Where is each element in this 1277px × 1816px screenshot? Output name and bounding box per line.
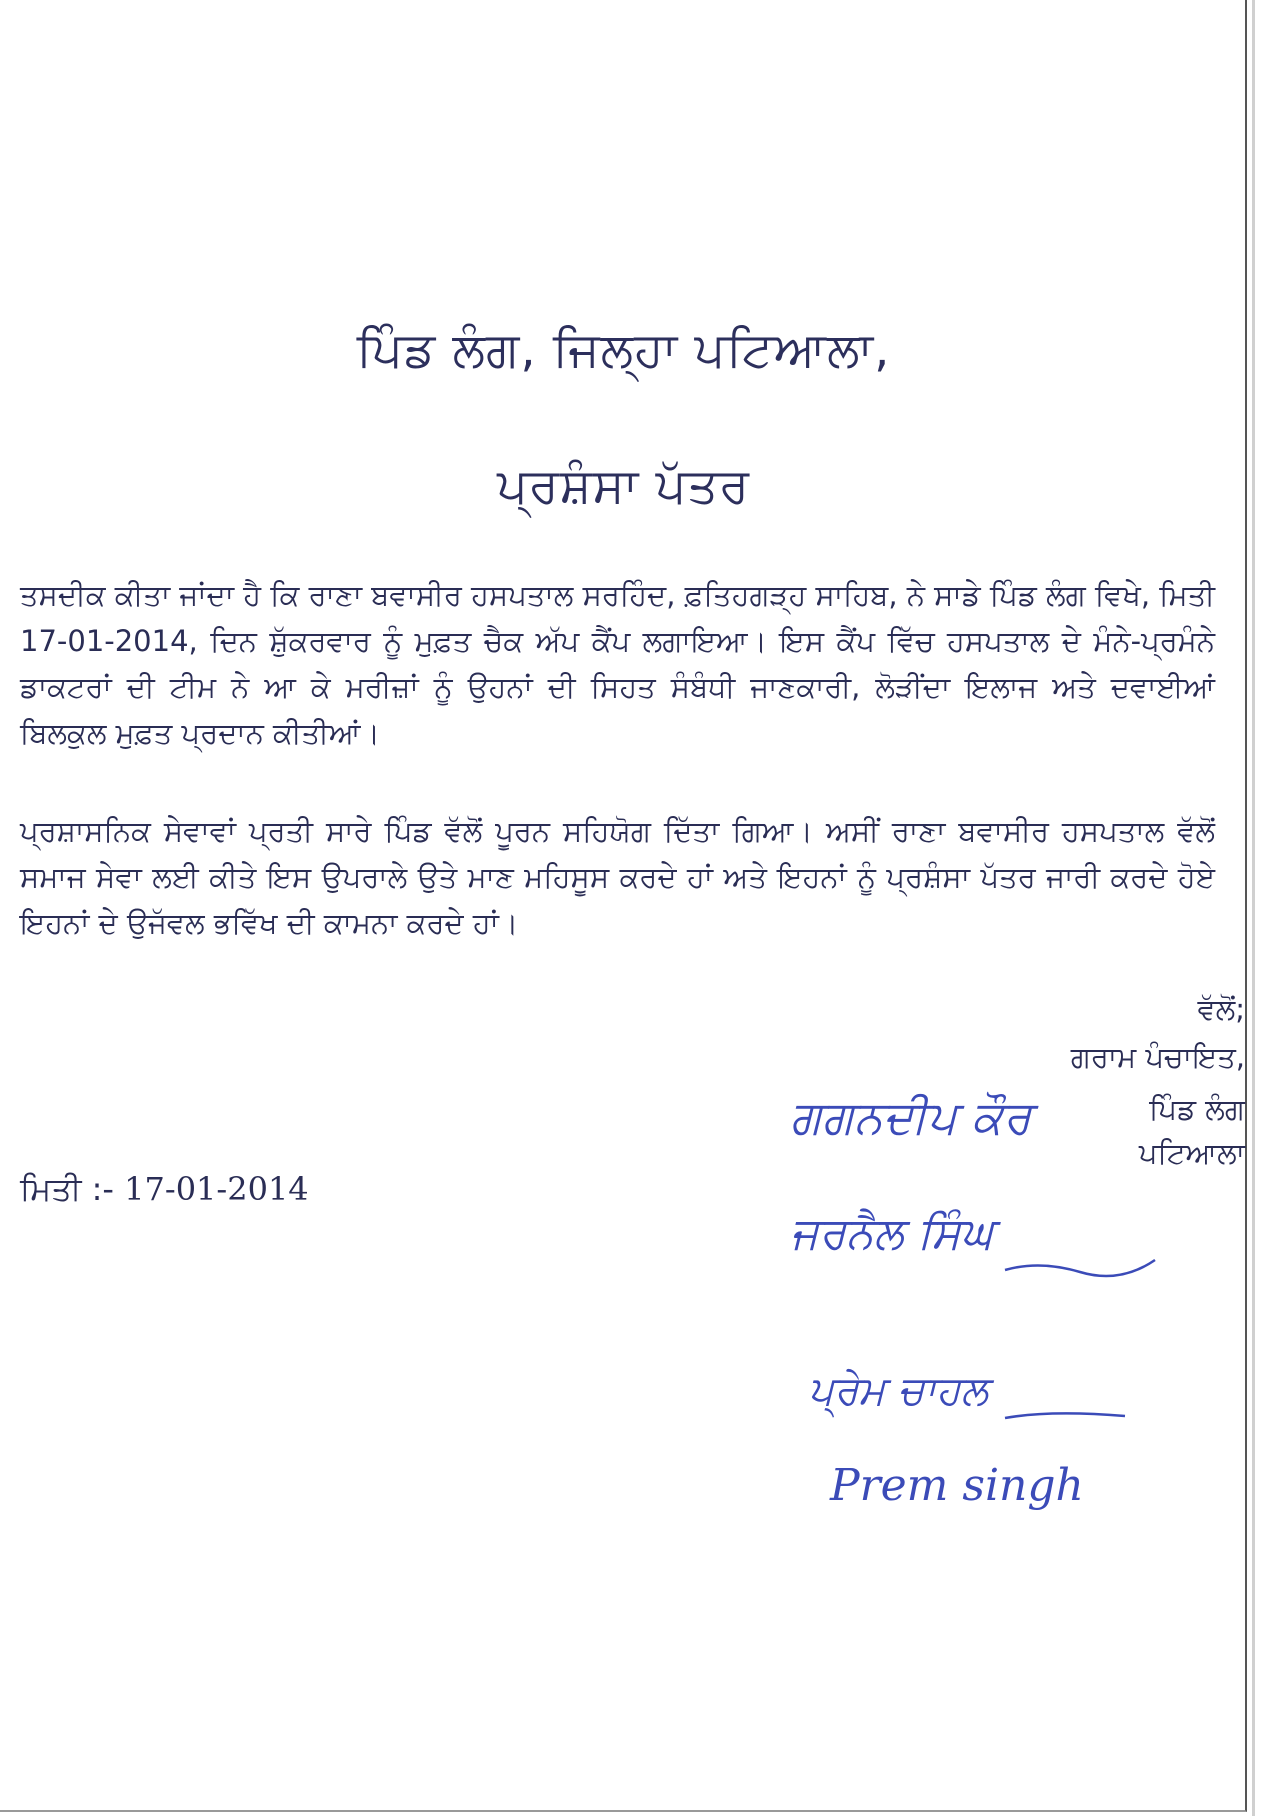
date-line bbox=[20, 1170, 309, 1209]
date-label: ਮਿਤੀ :- bbox=[20, 1170, 114, 1208]
body-paragraph-2: ਪ੍ਰਸ਼ਾਸਨਿਕ ਸੇਵਾਵਾਂ ਪ੍ਰਤੀ ਸਾਰੇ ਪਿੰਡ ਵੱਲੋਂ ਪੂਰਨ ਸਹਿਯੋਗ ਦਿੱਤਾ ਗਿਆ। ਅਸੀਂ ਰਾਣਾ ਬਵਾਸੀਰ ਹਸਪਤਾਲ ਵੱਲੋਂ ਸਮਾਜ ਸੇਵਾ ਲਈ ਕੀਤੇ ਇਸ ਉਪਰਾਲੇ ਉਤੇ ਮਾਣ ਮਹਿਸੂਸ ਕਰਦੇ ਹਾਂ ਅਤੇ ਇਹਨਾਂ ਨੂੰ ਪ੍ਰਸ਼ੰਸਾ ਪੱਤਰ ਜਾਰੀ ਕਰਦੇ ਹੋਏ ਇਹਨਾਂ ਦੇ ਉਜੱਵਲ ਭਵਿੱਖ ਦੀ ਕਾਮਨਾ ਕਰਦੇ ਹਾਂ। bbox=[20, 814, 1215, 940]
signature-3: ਪ੍ਰੇਮ ਚਾਹਲ bbox=[808, 1368, 988, 1414]
body-paragraph-1: ਤਸਦੀਕ ਕੀਤਾ ਜਾਂਦਾ ਹੈ ਕਿ ਰਾਣਾ ਬਵਾਸੀਰ ਹਸਪਤਾਲ ਸਰਹਿੰਦ, ਫ਼ਤਿਹਗੜ੍ਹ ਸਾਹਿਬ, ਨੇ ਸਾਡੇ ਪਿੰਡ ਲੰਗ ਵਿਖੇ, ਮਿਤੀ 17-01-2014, ਦਿਨ ਸ਼ੁੱਕਰਵਾਰ ਨੂੰ ਮੁਫ਼ਤ ਚੈਕ ਅੱਪ ਕੈਂਪ ਲਗਾਇਆ। ਇਸ ਕੈਂਪ ਵਿੱਚ ਹਸਪਤਾਲ ਦੇ ਮੰਨੇ-ਪ੍ਰਮੰਨੇ ਡਾਕਟਰਾਂ ਦੀ ਟੀਮ ਨੇ ਆ ਕੇ ਮਰੀਜ਼ਾਂ ਨੂੰ ਉਹਨਾਂ ਦੀ ਸਿਹਤ ਸੰਬੰਧੀ ਜਾਣਕਾਰੀ, ਲੋੜੀਂਦਾ ਇਲਾਜ ਅਤੇ ਦਵਾਈਆਂ ਬਿਲਕੁਲ ਮੁਫ਼ਤ ਪ੍ਰਦਾਨ ਕੀਤੀਆਂ। bbox=[20, 578, 1215, 750]
signature-3-flourish bbox=[1000, 1400, 1130, 1430]
sender-district: ਪਟਿਆਲਾ bbox=[1138, 1136, 1245, 1170]
letter-heading-title: ਪ੍ਰਸ਼ੰਸਾ ਪੱਤਰ bbox=[496, 458, 751, 514]
signature-4: Prem singh bbox=[830, 1460, 1084, 1511]
sender-panchayat: ਗਰਾਮ ਪੰਚਾਇਤ, bbox=[1070, 1040, 1245, 1074]
letter-heading-location: ਪਿੰਡ ਲੰਗ, ਜਿਲ੍ਹਾ ਪਟਿਆਲਾ, bbox=[356, 322, 891, 378]
signature-2: ਜਰਨੈਲ ਸਿੰਘ bbox=[790, 1208, 994, 1259]
signature-2-flourish bbox=[1000, 1230, 1160, 1290]
date-value: 17-01-2014 bbox=[124, 1170, 309, 1208]
scan-edge bbox=[1252, 0, 1255, 1816]
from-label: ਵੱਲੋਂ; bbox=[1197, 992, 1245, 1026]
sender-village: ਪਿੰਡ ਲੰਗ bbox=[1149, 1092, 1245, 1126]
signature-1: ਗਗਨਦੀਪ ਕੌਰ bbox=[790, 1090, 1032, 1144]
